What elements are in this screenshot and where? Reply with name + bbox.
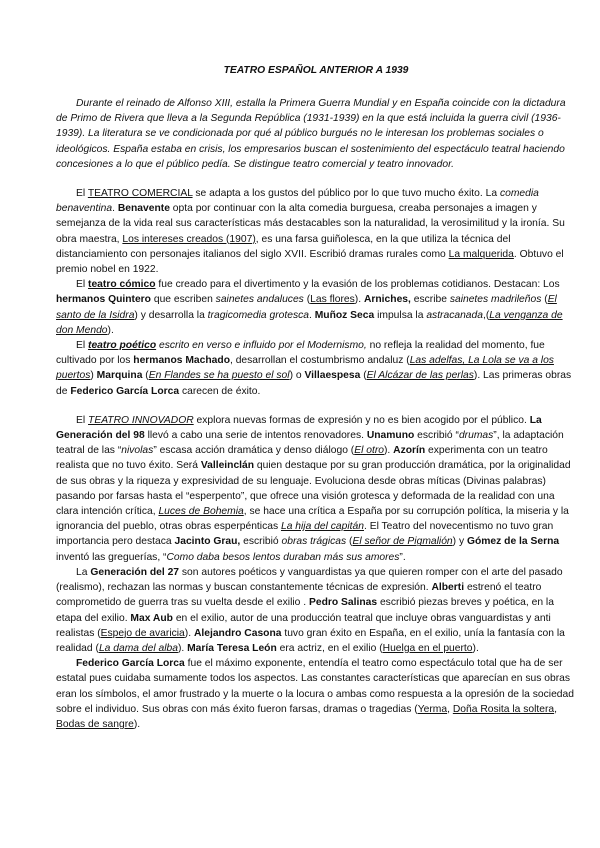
intro-paragraph: Durante el reinado de Alfonso XIII, estalla la Primera Guerra Mundial y en España coincide con la dictadura de Primo de Rivera que lleva a la Segunda República (1931-1939) en la que está incluida la guerra civil (1936-1939). La literatura se ve condicionada por qué al público burgués no le interesan los problemas sociales o ideológicos. España estaba en crisis, los empresarios buscan el sostenimiento del espectáculo teatral haciendo concesiones a lo que el público pedía. Se distingue teatro comercial y teatro innovador. [56, 98, 566, 170]
document-page [56, 64, 576, 732]
paragraph-teatro-poetico: El teatro poético escrito en verso e influido por el Modernismo, no refleja la realidad del momento, fue cultivado por los hermanos Machado, desarrollan el costumbrismo andaluz (Las adelfas, La Lola se va a los puertos) Marquina (En Flandes se ha puesto el sol) o Villaespesa (El Alcázar de las perlas). Las primeras obras de Federico García Lorca carecen de éxito. [56, 340, 572, 397]
paragraph-teatro-comercial: El TEATRO COMERCIAL se adapta a los gustos del público por lo que tuvo mucho éxito. La comedia benaventina. Benavente opta por continuar con la alta comedia burguesa, creaba personajes a imagen y semejanza de la vida real sus características más destacables son la naturalidad, la verosimilitud y la ironía. Su obra maestra, Los intereses creados (1907), es una farsa guiñolesca, en la que utiliza la técnica del distanciamiento con personajes italianos del siglo XVII. Escribió dramas rurales como La malquerida. Obtuvo el premio nobel en 1922. [56, 188, 565, 276]
paragraph-garcia-lorca: Federico García Lorca fue el máximo exponente, entendía el teatro como espectáculo total que ha de ser estatal pues cuidaba sumamente todos los aspectos. Las constantes características que aparecían en sus obras eran los símbolos, el amor frustrado y la muerte o la locura o ambas como respuesta a la opresión de la sociedad sobre el individuo. Sus obras con más éxito fueron farsas, dramas o tragedias (Yerma, Doña Rosita la soltera, Bodas de sangre). [56, 658, 574, 730]
paragraph-generacion-27: La Generación del 27 son autores poéticos y vanguardistas ya que quieren romper con el arte del pasado (realismo), rechazan las normas y buscan constantemente técnicas de expresión. Alberti estrenó el teatro comprometido de guerra tras su vuelta desde el exilio . Pedro Salinas escribió piezas breves y poética, en la etapa del exilio. Max Aub en el exilio, autor de una producción teatral que incluye obras vanguardistas y anti realistas (Espejo de avaricia). Alejandro Casona tuvo gran éxito en España, en el exilio, unía la fantasía con la realidad (La dama del alba). María Teresa León era actriz, en el exilio (Huelga en el puerto). [56, 566, 565, 654]
paragraph-teatro-comico: El teatro cómico fue creado para el divertimento y la evasión de los problemas cotidianos. Destacan: Los hermanos Quintero que escriben sainetes andaluces (Las flores). Arniches, escribe sainetes madrileños (El santo de la Isidra) y desarrolla la tragicomedia grotesca. Muñoz Seca impulsa la astracanada,(La venganza de don Mendo). [56, 279, 563, 336]
document-title: TEATRO ESPAÑOL ANTERIOR A 1939 [223, 65, 409, 76]
paragraph-teatro-innovador: El TEATRO INNOVADOR explora nuevas formas de expresión y no es bien acogido por el público. La Generación del 98 llevó a cabo una serie de intentos renovadores. Unamuno escribió “drumas”, la adaptación teatral de las “nivolas” escasa acción dramática y denso diálogo (El otro). Azorín experimenta con un teatro realista que no tuvo éxito. Será Valleinclán quien destaque por su gran producción dramática, por la originalidad de sus obras y la riqueza y expresividad de su lenguaje. Evoluciona desde obras míticas (Divinas palabras) pasando por farsas hasta el “esperpento”, que ofrece una visión grotesca y deformada de la realidad con una clara intención crítica, Luces de Bohemia, se hace una crítica a España por su corrupción política, la miseria y la ignorancia del pueblo, otras obras esperpénticas La hija del capitán. El Teatro del novecentismo no tuvo gran importancia pero destaca Jacinto Grau, escribió obras trágicas (El señor de Pigmalión) y Gómez de la Serna inventó las greguerías, “Como daba besos lentos duraban más sus amores”. [56, 414, 571, 563]
